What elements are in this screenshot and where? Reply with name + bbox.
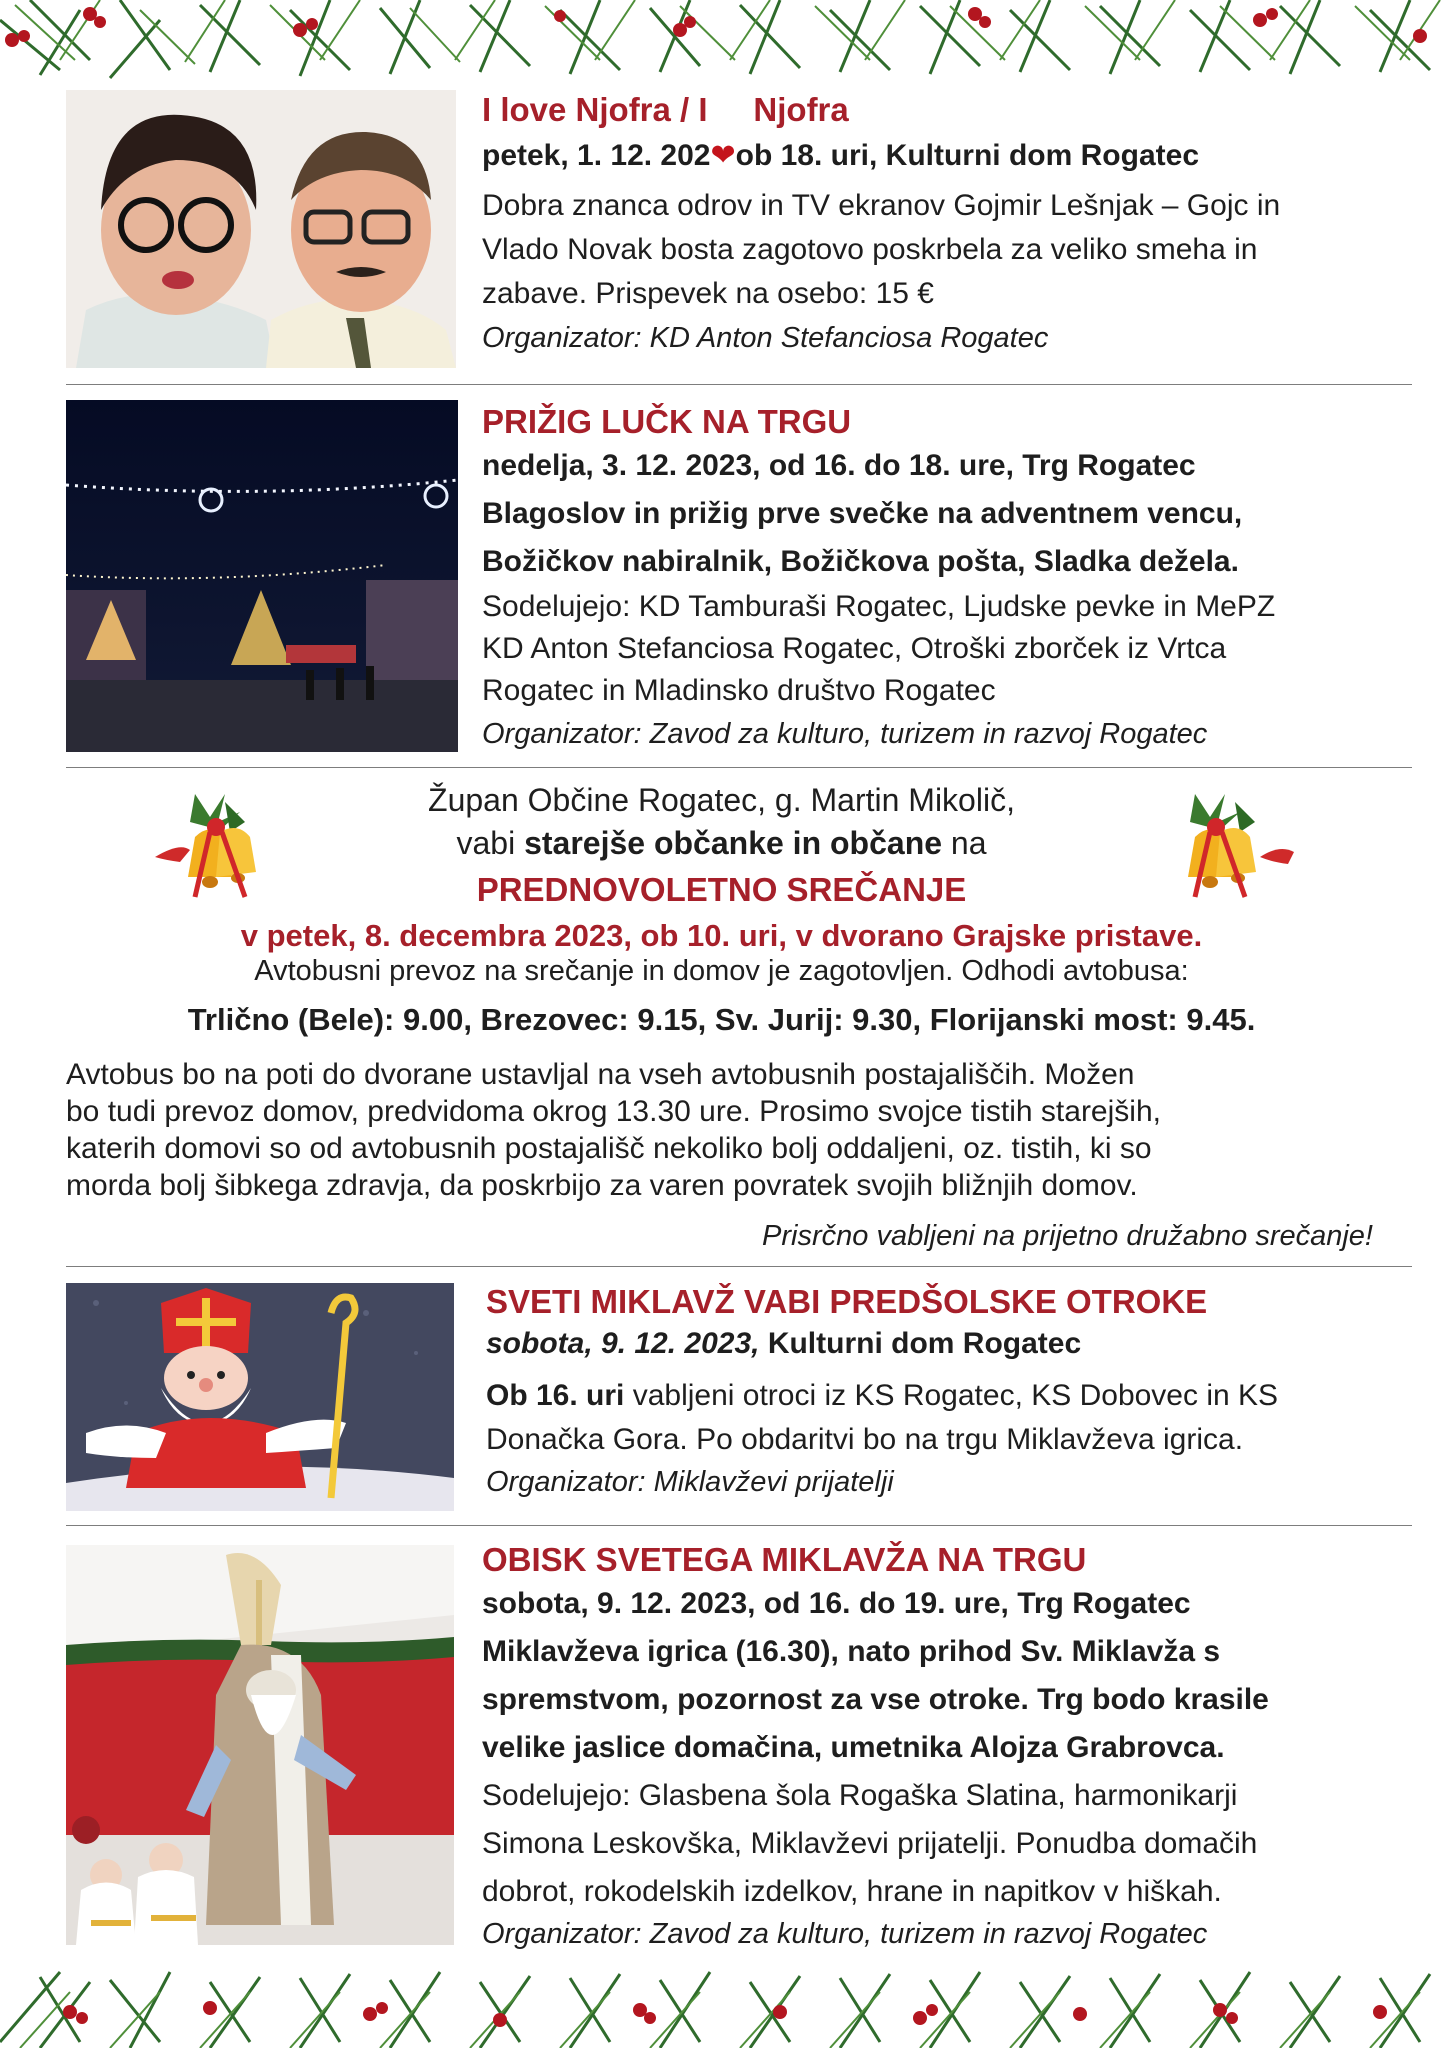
highlight-line: velike jaslice domačina, umetnika Alojza Grabrovca.	[482, 1731, 1225, 1764]
date-rest: Kulturni dom Rogatec	[759, 1327, 1082, 1360]
organizer: Organizator: KD Anton Stefanciosa Rogatec	[482, 322, 1049, 354]
event-miklavz-square	[482, 1540, 1269, 1952]
invitation-transport: Avtobusni prevoz na srečanje in domov je zagotovljen. Odhodi avtobusa:	[254, 955, 1189, 987]
invite-post: na	[942, 825, 987, 861]
invite-pre: vabi	[456, 825, 525, 861]
details-line: morda bolj šibkega zdravja, da poskrbijo za varen povratek svojih bližnjih domov.	[66, 1169, 1138, 1202]
highlight-line: spremstvom, pozornost za vse otroke. Trg bodo krasile	[482, 1683, 1269, 1716]
divider	[66, 384, 1412, 385]
details-line: bo tudi prevoz domov, predvidoma okrog 13.30 ure. Prosimo svojce tistih starejših,	[66, 1095, 1161, 1128]
organizer: Organizator: Miklavževi prijatelji	[486, 1466, 894, 1498]
invitation-when: v petek, 8. decembra 2023, ob 10. uri, v dvorano Grajske pristave.	[240, 918, 1203, 953]
town-square-lights-photo	[66, 400, 458, 752]
organizer: Organizator: Zavod za kulturo, turizem in razvoj Rogatec	[482, 1918, 1208, 1950]
event-njofra	[482, 90, 1280, 360]
bus-schedule: Trlično (Bele): 9.00, Brezovec: 9.15, Sv. Jurij: 9.30, Florijanski most: 9.45.	[187, 1002, 1256, 1037]
date-part1: petek, 1. 12. 202	[482, 139, 711, 172]
divider	[66, 1266, 1412, 1267]
event-date: sobota, 9. 12. 2023, od 16. do 19. ure, Trg Rogatec	[482, 1587, 1191, 1620]
highlight-line: Božičkov nabiralnik, Božičkova pošta, Sladka dežela.	[482, 545, 1239, 578]
event-date	[486, 1322, 1278, 1366]
description-line: Vlado Novak bosta zagotovo poskrbela za veliko smeha in	[482, 233, 1258, 266]
body-line	[486, 1374, 1278, 1418]
event-title: SVETI MIKLAVŽ VABI PREDŠOLSKE OTROKE	[486, 1283, 1208, 1320]
event-title: PRIŽIG LUČK NA TRGU	[482, 403, 852, 440]
invitation-details	[66, 1056, 1378, 1204]
participants-line: Sodelujejo: KD Tamburaši Rogatec, Ljudske pevke in MePZ	[482, 590, 1276, 623]
participants-line: Rogatec in Mladinsko društvo Rogatec	[482, 674, 996, 707]
details-line: Avtobus bo na poti do dvorane ustavljal na vseh avtobusnih postajališčih. Možen	[66, 1058, 1135, 1091]
invitation-closing: Prisrčno vabljeni na prijetno družabno srečanje!	[762, 1220, 1373, 1252]
event-date: nedelja, 3. 12. 2023, od 16. do 18. ure, Trg Rogatec	[482, 449, 1196, 482]
invitation-event-name: PREDNOVOLETNO SREČANJE	[476, 871, 967, 908]
heart-icon: ❤	[710, 139, 736, 172]
body-rest: vabljeni otroci iz KS Rogatec, KS Dobovec in KS	[624, 1379, 1279, 1412]
highlight-line: Miklavževa igrica (16.30), nato prihod Sv. Miklavža s	[482, 1635, 1221, 1668]
comedians-photo	[66, 90, 456, 368]
participants-line: Sodelujejo: Glasbena šola Rogaška Slatina, harmonikarji	[482, 1779, 1238, 1812]
participants-line: KD Anton Stefanciosa Rogatec, Otroški zborček iz Vrtca	[482, 632, 1227, 665]
body-bold: Ob 16. uri	[486, 1379, 625, 1412]
pine-garland-decoration	[0, 1952, 1443, 2048]
invitation-line2	[0, 823, 1443, 863]
top-pine-garland	[0, 0, 1443, 84]
event-lights	[482, 402, 1275, 756]
pine-garland-decoration	[0, 0, 1443, 84]
title-part2: Njofra	[753, 91, 849, 128]
body-line: Donačka Gora. Po obdaritvi bo na trgu Miklavževa igrica.	[486, 1423, 1244, 1456]
st-nicholas-visit-photo	[66, 1545, 454, 1945]
divider	[66, 767, 1412, 768]
event-title	[482, 90, 1280, 130]
event-miklavz-children	[486, 1282, 1278, 1502]
description-line: zabave. Prispevek na osebo: 15 €	[482, 277, 934, 310]
event-title: OBISK SVETEGA MIKLAVŽA NA TRGU	[482, 1541, 1087, 1578]
participants-line: dobrot, rokodelskih izdelkov, hrane in napitkov v hiškah.	[482, 1875, 1222, 1908]
st-nicholas-illustration	[66, 1283, 454, 1511]
participants-line: Simona Leskovška, Miklavževi prijatelji. Ponudba domačih	[482, 1827, 1258, 1860]
invite-audience: starejše občanke in občane	[524, 825, 943, 861]
highlight-line: Blagoslov in prižig prve svečke na adventnem vencu,	[482, 497, 1243, 530]
organizer: Organizator: Zavod za kulturo, turizem in razvoj Rogatec	[482, 718, 1208, 750]
bottom-pine-garland	[0, 1952, 1443, 2048]
event-date	[482, 132, 1280, 180]
divider	[66, 1525, 1412, 1526]
description-line: Dobra znanca odrov in TV ekranov Gojmir Lešnjak – Gojc in	[482, 189, 1281, 222]
title-part1: I love Njofra / I	[482, 91, 708, 128]
date-part2: ob 18. uri, Kulturni dom Rogatec	[735, 139, 1199, 172]
invitation-line1: Župan Občine Rogatec, g. Martin Mikolič,	[428, 782, 1015, 818]
date-italic: sobota, 9. 12. 2023,	[486, 1327, 760, 1360]
details-line: katerih domovi so od avtobusnih postajališč nekoliko bolj oddaljeni, oz. tistih, ki so	[66, 1132, 1152, 1165]
